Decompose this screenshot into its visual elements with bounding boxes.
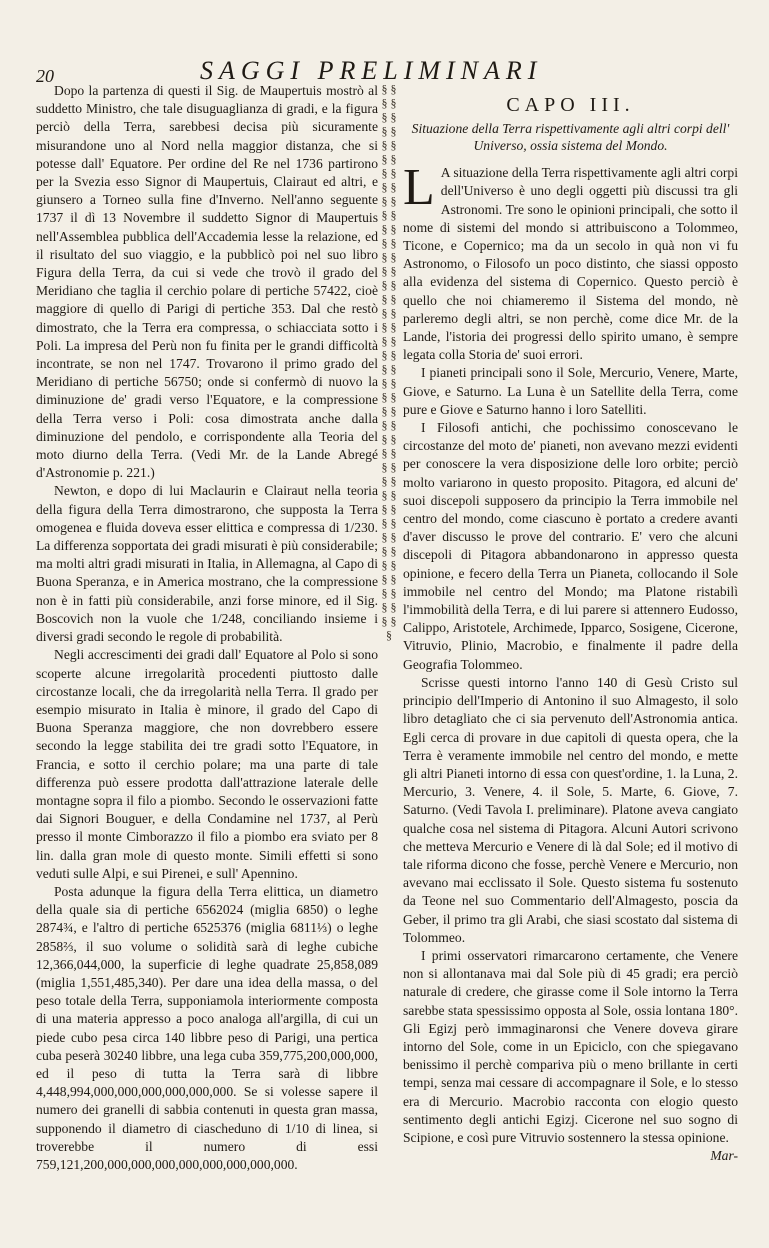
right-paragraph-1: I pianeti principali sono il Sole, Mercurio, Venere, Marte, Giove, e Saturno. La Luna è un Satellite della Terra, come pure e Giove e Saturno hanno i loro Satelliti. (403, 365, 738, 417)
column-divider-ornament: § § § § § § § § § § § § § § § § § § § § § § § § § § § § § § § § § § § § § § § § § § § § § § § § § § § § § § § § § § § § § § § § § § § § § § § § § § § § § § § (381, 82, 397, 642)
drop-cap: L (403, 159, 435, 217)
right-paragraph-4: I primi osservatori rimarcarono certamente, che Venere non si allontanava mai dal Sole più di 45 gradi; era perciò naturale di credere, che girasse come il Sole intorno la Terra sarebbe stata spessissimo opposta al Sole, ossia lontana 180°. Gli Egizj però immaginaronsi che Venere doveva girare intorno del Sole, come in un Epiciclo, con che spiegavano benissimo il perchè compariva più o meno brillante in certi tempi, senza mai cessare di accompagnare il Sole, e lo stesso era di Mercurio. Macrobio racconta con elogio questo sentimento degli antichi Egizj. Cicerone nel suo sogno di Scipione, e così pure Vitruvio sostennero la stessa opinione. (403, 947, 738, 1145)
right-column (403, 82, 738, 1224)
right-paragraph-3: Scrisse questi intorno l'anno 140 di Gesù Cristo sul principio dell'Imperio di Antonino il suo Almagesto, il solo libro detagliato che ci sia pervenuto dell'Astronomia antica. Egli cerca di provare in due capitoli di questa opera, che la Terra è veramente immobile nel centro del mondo, e mette gli altri Pianeti intorno di essa con quest'ordine, 1. la Luna, 2. Mercurio, 3. Venere, 4. il Sole, 5. Marte, 6. Giove, 7. Saturno. (Vedi Tavola I. preliminare). Platone aveva cangiato qualche cosa nel sistema di Pitagora. Alcuni Autori scrivono che metteva Mercurio e Venere di là dal Sole; ed il motivo di tale riforma dicono che fosse, perchè Venere e Mercurio, non avevano mai ecclissato il Sole. Questo sistema fu sostenuto da Teone nel suo Commentario dell'Almagesto, poscia da Geber, il primo tra gli Arabi, che siasi scostato dal sistema di Tolommeo. (403, 674, 738, 945)
page-number: 20 (36, 66, 54, 86)
left-paragraph-3: Negli accrescimenti dei gradi dall' Equatore al Polo si sono scoperte alcune irregolarità procedenti piuttosto dalle circostanze locali, che da irregolarità nella Terra. Il grado per esempio misurato in Italia è minore, il grado del Capo di Buona Speranza maggiore, che non dovrebbero essere secondo la legge stabilita dei tre gradi sotto l'Equatore, in Francia, e sotto il cerchio polare; ma una parte di tale differenza può essere prodotta dall'attrazione laterale delle montagne sopra il filo a piombo. Secondo le osservazioni fatte dai Signori Bouguer, e della Condamine nel 1737, al Perù presso il monte Cimborazzo il filo a piombo era sviato per 8 lin. dalla gran mole di questo monte. Simili effetti si sono veduti sulle Alpi, e sui Pirenei, e sull' Apennino. (36, 647, 378, 881)
chapter-subtitle: Situazione della Terra rispettivamente agli altri corpi dell' Universo, ossia sistema del Mondo. (411, 121, 730, 154)
right-first-paragraph-text: A situazione della Terra rispettivamente agli altri corpi dell'Universo è uno degli oggetti più discussi tra gli Astronomi. Tre sono le opinioni principali, che sotto il nome di sistemi del mondo si attribuiscono a Tolommeo, Ticone, e Copernico; ma da un secolo in quà non vi fu Astronomo, o Filosofo un poco distinto, che siassi opposto alla evidenza del sistema di Copernico. Questo perciò è quello che noi chiameremo il Sistema del mondo, nè parleremo degli altri, se non perchè, come dice Mr. de la Lande, l'istoria dei progressi dello spirito umano, è sempre legata colla Storia de' suoi errori. (403, 165, 738, 363)
catchword: Mar- (710, 1148, 738, 1164)
running-head: SAGGI PRELIMINARI (200, 56, 543, 85)
right-paragraph-2: I Filosofi antichi, che pochissimo conoscevano le circostanze del moto de' pianeti, non avevano mezzi evidenti per conoscere la vera disposizione delle loro orbite; perciò molto variarono in questo proposito. Pitagora, ed alcuni de' suoi discepoli supposero da principio la Terra immobile nel centro del mondo, come ciascuno è portato a credere avanti d'aver discusso le prove del contrario. E' vero che alcuni discepoli di Pitagora abbandonarono in appresso questa opinione, e fecero della Terra un Pianeta, collocando il Sole immobile nel centro del Mondo; ma Platone ristabilì l'immobilità della Terra, e di lui parere si attennero Eudosso, Calippo, Aristotele, Archimede, Ipparco, Sosigene, Cicerone, Vitruvio, Plinio, Macrobio, e finalmente il padre della Geografia Tolommeo. (403, 420, 738, 672)
right-first-paragraph (403, 159, 738, 364)
left-paragraph-2: Newton, e dopo di lui Maclaurin e Clairaut nella teoria della figura della Terra dimostrarono, che supposta la Terra omogenea e fluida doveva esser elittica e compressa di 1/230. La differenza sopportata dei gradi misurati è più considerabile; ma molti altri gradi misurati in Italia, in Allemagna, al Capo di Buona Speranza, e in America mostrano, che la compressione non è in fatti più considerabile, anzi forse minore, ed il Sig. Boscovich non la vuole che 1/248, conciliando insieme i diversi gradi secondo le regole di probabilità. (36, 483, 378, 645)
left-paragraph-1: Dopo la partenza di questi il Sig. de Maupertuis mostrò al suddetto Ministro, che tale disuguaglianza di gradi, e la figura perciò della Terra, sarebbesi decisa più sicuramente misurandone uno al Nord nella maggior distanza, che si potesse dall' Equatore. Per ordine del Re nel 1736 partirono per la Svezia esso Signor di Maupertuis, Clairaut ed altri, e giunsero a Torneo sulla fine d'Inverno. Nell'anno seguente 1737 il dì 13 Novembre il suddetto Signor di Maupertuis nell'Assemblea pubblica dell'Accademia lesse la relazione, ed il risultato del suo viaggio, e la pubblicò poi nel suo libro Figura della Terra, da cui si vede che trovò il grado del Meridiano che taglia il cerchio polare di pertiche 57422, cioè maggiore di quello di Parigi di pertiche 353. Dal che restò dimostrato, che la Terra era compressa, o schiacciata sotto i Poli. La impresa del Perù non fu finita per le grandi difficoltà incontrate, se non nel 1747. Trovarono il primo grado del Meridiano di pertiche 56750; onde si confermò di nuovo la diminuzione de' gradi verso l'Equatore, e la compressione della Terra verso i Poli: cosa dimostrata anche dalla diminuzione del pendolo, e corrispondente alla Teoria del moto diurno della Terra. (Vedi Mr. de la Lande Abregé d'Astronomie p. 221.) (36, 83, 378, 481)
chapter-title: CAPO III. (506, 94, 635, 116)
left-paragraph-4: Posta adunque la figura della Terra elittica, un diametro della quale sia di pertiche 6562024 (miglia 6850) o leghe 2874¾, e l'altro di pertiche 6525376 (miglia 6811⅓) o leghe 2858⅔, il suo volume o solidità sarà di leghe cubiche 12,366,044,000, la superficie di leghe quadrate 25,858,089 (miglia 1,551,485,340). Per dare una idea della massa, o del peso totale della Terra, supponiamola interiormente composta di una materia appresso a poco analoga all'argilla, di cui un piede cubo pesa circa 140 libbre peso di Parigi, una pertica cuba peserà 30240 libbre, una lega cuba 359,775,200,000,000, ed il peso di tutta la Terra sarà di libbre 4,448,994,000,000,000,000,000,000. Se si volesse sapere il numero dei granelli di sabbia contenuti in questa gran massa, supponendo il diametro di ciascheduno di 1/10 di linea, si troverebbe il numero di essi 759,121,200,000,000,000,000,000,000,000,000. (36, 883, 378, 1172)
left-column (36, 82, 378, 1224)
